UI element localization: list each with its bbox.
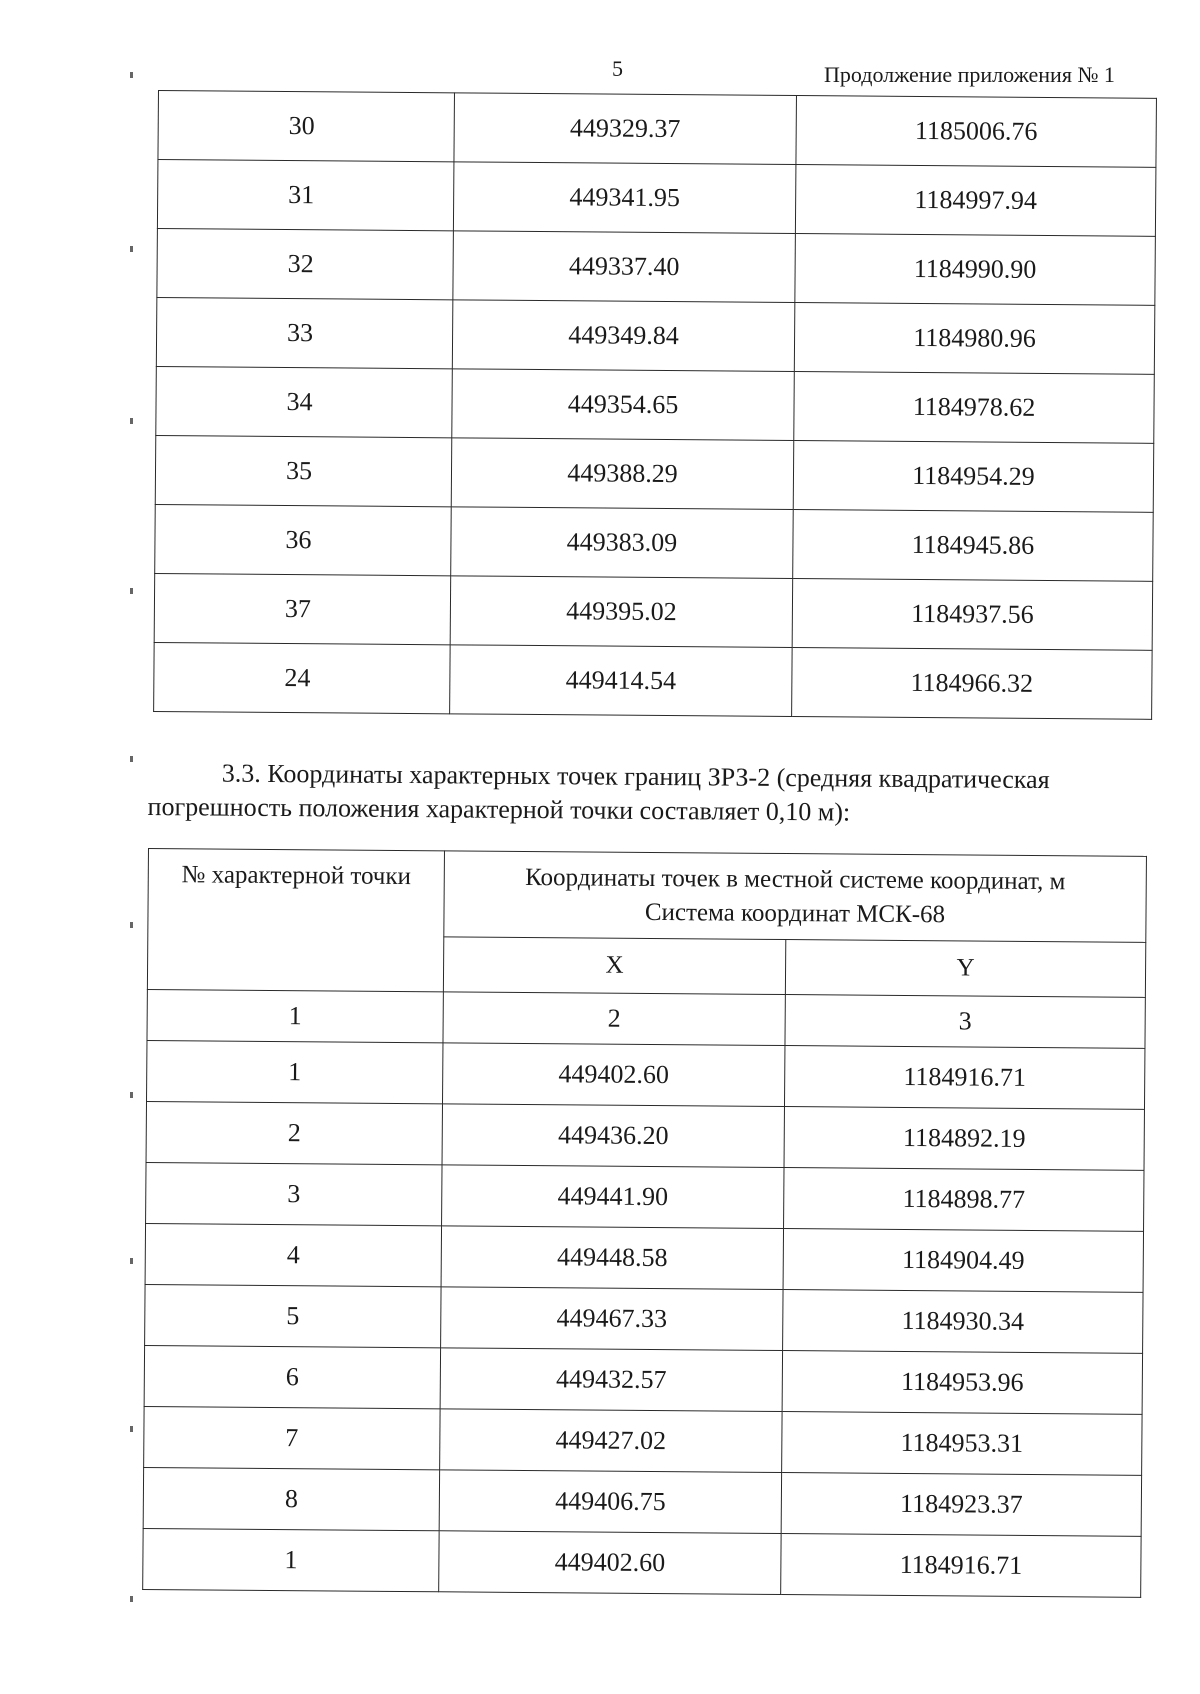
appendix-note: Продолжение приложения № 1 — [824, 62, 1115, 87]
point-number-cell: 4 — [145, 1223, 441, 1286]
point-number-cell: 34 — [156, 366, 453, 437]
y-coordinate-cell: 1184997.94 — [795, 165, 1156, 237]
column-number: 2 — [443, 992, 785, 1046]
column-number: 1 — [147, 989, 443, 1042]
margin-mark — [130, 756, 133, 762]
y-coordinate-cell: 1184990.90 — [795, 234, 1156, 306]
table-row — [145, 1223, 1143, 1292]
table-row — [147, 1040, 1145, 1109]
x-coordinate-cell: 449395.02 — [450, 576, 793, 648]
y-coordinate-cell: 1184916.71 — [784, 1046, 1144, 1110]
column-numbers-row — [147, 989, 1145, 1048]
margin-mark — [130, 246, 133, 252]
zrz2-coordinates-table — [142, 848, 1147, 1598]
point-number-cell: 6 — [144, 1345, 440, 1408]
table-row — [156, 366, 1155, 443]
zrz2-table-body — [143, 989, 1146, 1597]
y-coordinate-cell: 1184923.37 — [781, 1472, 1141, 1536]
point-number-cell: 3 — [146, 1162, 442, 1225]
x-coordinate-cell: 449349.84 — [452, 300, 795, 372]
y-coordinate-cell: 1184892.19 — [784, 1107, 1144, 1171]
y-coordinate-cell: 1184966.32 — [792, 647, 1153, 719]
table-row — [154, 573, 1153, 650]
table-row — [157, 228, 1156, 305]
section-heading-3-3: 3.3. Координаты характерных точек границ ЗРЗ-2 (средняя квадратическая погрешность положения характерной точки составляет 0,10 м): — [147, 758, 1050, 827]
point-number-cell: 36 — [155, 504, 452, 575]
header-coordinates-line1: Координаты точек в местной системе координат, м — [525, 863, 1066, 895]
table-row — [146, 1162, 1144, 1231]
x-coordinate-cell: 449406.75 — [439, 1470, 781, 1534]
point-number-cell: 8 — [143, 1467, 439, 1530]
point-number-cell: 5 — [145, 1284, 441, 1347]
x-coordinate-cell: 449402.60 — [439, 1531, 781, 1595]
x-coordinate-cell: 449467.33 — [441, 1287, 783, 1351]
page-number: 5 — [612, 56, 623, 81]
x-coordinate-cell: 449354.65 — [452, 369, 795, 441]
column-number: 3 — [785, 995, 1145, 1049]
table-row — [156, 297, 1155, 374]
margin-mark — [130, 1426, 133, 1432]
y-coordinate-cell: 1184930.34 — [783, 1290, 1143, 1354]
y-coordinate-cell: 1184904.49 — [783, 1229, 1143, 1293]
point-number-cell: 7 — [144, 1406, 440, 1469]
point-number-cell: 37 — [154, 573, 451, 644]
x-coordinate-cell: 449402.60 — [442, 1043, 784, 1107]
table-row — [155, 435, 1154, 512]
table-row — [146, 1101, 1144, 1170]
point-number-cell: 33 — [156, 297, 453, 368]
table-row — [154, 642, 1153, 719]
point-number-cell: 1 — [143, 1528, 439, 1591]
x-coordinate-cell: 449436.20 — [442, 1104, 784, 1168]
y-coordinate-cell: 1184945.86 — [793, 510, 1154, 582]
margin-mark — [130, 922, 133, 928]
header-y: Y — [785, 940, 1145, 998]
y-coordinate-cell: 1184953.31 — [782, 1411, 1142, 1475]
table-row — [144, 1345, 1142, 1414]
margin-mark — [130, 1258, 133, 1264]
coordinates-table-continued — [153, 90, 1157, 720]
y-coordinate-cell: 1184953.96 — [782, 1350, 1142, 1414]
x-coordinate-cell: 449337.40 — [453, 231, 796, 303]
x-coordinate-cell: 449441.90 — [442, 1165, 784, 1229]
x-coordinate-cell: 449448.58 — [441, 1226, 783, 1290]
coordinates-table-body — [154, 91, 1157, 720]
table-row — [155, 504, 1154, 581]
point-number-cell: 30 — [158, 91, 455, 162]
y-coordinate-cell: 1184916.71 — [781, 1533, 1141, 1597]
x-coordinate-cell: 449329.37 — [454, 93, 797, 165]
y-coordinate-cell: 1184937.56 — [792, 578, 1153, 650]
margin-mark — [130, 418, 133, 424]
table-row — [143, 1528, 1141, 1597]
x-coordinate-cell: 449427.02 — [440, 1409, 782, 1473]
table-row — [157, 160, 1156, 237]
point-number-cell: 35 — [155, 435, 452, 506]
header-coordinates-line2: Система координат МСК-68 — [644, 898, 946, 928]
header-point-number: № характерной точки — [147, 849, 444, 992]
x-coordinate-cell: 449383.09 — [451, 507, 794, 579]
margin-mark — [130, 1092, 133, 1098]
point-number-cell: 31 — [157, 160, 454, 231]
y-coordinate-cell: 1184954.29 — [793, 441, 1154, 513]
y-coordinate-cell: 1184980.96 — [794, 303, 1155, 375]
table-row — [143, 1467, 1141, 1536]
x-coordinate-cell: 449341.95 — [453, 162, 796, 234]
margin-mark — [130, 72, 133, 78]
x-coordinate-cell: 449414.54 — [450, 645, 793, 717]
header-coordinates — [444, 851, 1147, 943]
margin-mark — [130, 588, 133, 594]
point-number-cell: 1 — [147, 1040, 443, 1103]
x-coordinate-cell: 449388.29 — [451, 438, 794, 510]
y-coordinate-cell: 1184898.77 — [784, 1168, 1144, 1232]
table-row — [158, 91, 1157, 168]
table-row — [144, 1406, 1142, 1475]
margin-mark — [130, 1596, 133, 1602]
point-number-cell: 2 — [146, 1101, 442, 1164]
x-coordinate-cell: 449432.57 — [440, 1348, 782, 1412]
y-coordinate-cell: 1184978.62 — [794, 372, 1155, 444]
y-coordinate-cell: 1185006.76 — [796, 96, 1157, 168]
header-x: X — [443, 937, 785, 995]
point-number-cell: 24 — [154, 642, 451, 713]
point-number-cell: 32 — [157, 228, 454, 299]
table-row — [145, 1284, 1143, 1353]
